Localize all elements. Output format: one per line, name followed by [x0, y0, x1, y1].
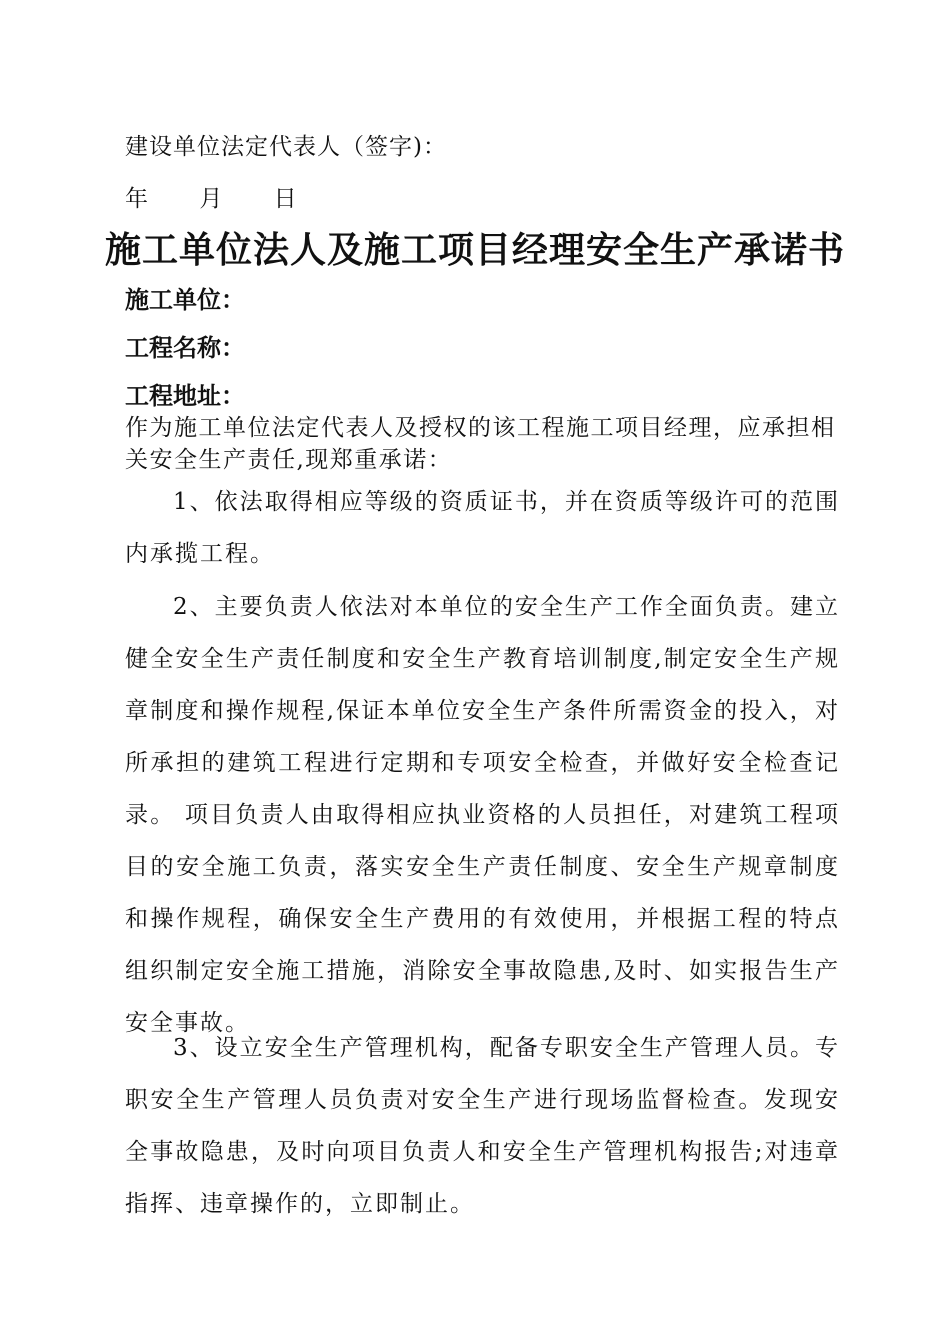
date-day-label: 日 — [273, 186, 298, 212]
construction-unit-field: 施工单位： — [125, 285, 245, 314]
document-title: 施工单位法人及施工项目经理安全生产承诺书 — [104, 229, 845, 271]
signature-line: 建设单位法定代表人（签字)： — [125, 134, 447, 160]
project-name-field: 工程名称： — [125, 333, 245, 362]
clause-1: 1、依法取得相应等级的资质证书，并在资质等级许可的范围内承揽工程。 — [125, 489, 840, 567]
clause-3: 3、设立安全生产管理机构，配备专职安全生产管理人员。专职安全生产管理人员负责对安全生产进行现场监督检查。发现安全事故隐患，及时向项目负责人和安全生产管理机构报告;对违章指挥、违章操作的，立即制止。 — [125, 1035, 840, 1217]
date-line — [125, 180, 298, 213]
clause-2: 2、主要负责人依法对本单位的安全生产工作全面负责。建立健全安全生产责任制度和安全生产教育培训制度,制定安全生产规章制度和操作规程,保证本单位安全生产条件所需资金的投入，对所承担的建筑工程进行定期和专项安全检查，并做好安全检查记录。 项目负责人由取得相应执业资格的人员担任，对建筑工程项目的安全施工负责，落实安全生产责任制度、安全生产规章制度和操作规程，确保安全生产费用的有效使用，并根据工程的特点组织制定安全施工措施，消除安全事故隐患,及时、如实报告生产安全事故。 — [125, 594, 840, 1036]
project-address-field: 工程地址： — [125, 381, 245, 410]
intro-paragraph: 作为施工单位法定代表人及授权的该工程施工项目经理，应承担相关安全生产责任,现郑重承诺： — [125, 415, 836, 473]
date-month-label: 月 — [199, 186, 224, 212]
date-year-label: 年 — [125, 186, 149, 212]
